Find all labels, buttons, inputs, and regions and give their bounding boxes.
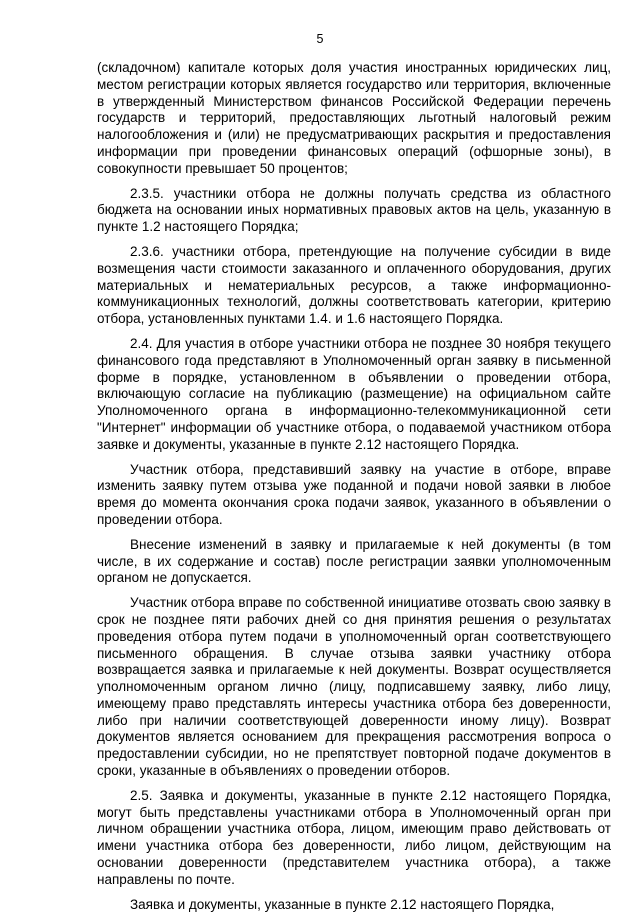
paragraph-2-3-5: 2.3.5. участники отбора не должны получать средства из областного бюджета на основании иных нормативных правовых актов на цель, указанную в пункте 1.2 настоящего Порядка; xyxy=(97,185,611,235)
paragraph-continued: Заявка и документы, указанные в пункте 2.12 настоящего Порядка, xyxy=(130,896,555,912)
paragraph-application-change: Участник отбора, представивший заявку на участие в отборе, вправе изменить заявку путем отзыва уже поданной и подачи новой заявки в любое время до момента окончания срока подачи заявок, указанного в объявлении о проведении отбора. xyxy=(97,461,611,527)
paragraph-2-5: 2.5. Заявка и документы, указанные в пункте 2.12 настоящего Порядка, могут быть представлены участниками отбора в Уполномоченный орган при личном обращении участника отбора, лицом, имеющим право действовать от имени участника отбора без доверенности, либо лицом, действующим на основании доверенности (представителем участника отбора), а также направлены по почте. xyxy=(97,787,611,887)
document-body xyxy=(97,60,611,913)
paragraph-application-withdrawal: Участник отбора вправе по собственной инициативе отозвать свою заявку в срок не позднее пяти рабочих дней со дня принятия решения о результатах проведения отбора путем подачи в уполномоченный орган соответствующего письменного обращения. В случае отзыва заявки участнику отбора возвращается заявка и прилагаемые к ней документы. Возврат осуществляется уполномоченным органом лично (лицу, подписавшему заявку, либо лицу, имеющему право представлять интересы участника отбора без доверенности, либо при наличии соответствующей доверенности иному лицу). Возврат документов является основанием для прекращения рассмотрения вопроса о предоставлении субсидии, но не препятствует повторной подаче документов в сроки, указанные в объявлениях о проведении отборов. xyxy=(97,595,611,779)
paragraph-2-3-6: 2.3.6. участники отбора, претендующие на получение субсидии в виде возмещения части стоимости заказанного и оплаченного оборудования, других материальных и нематериальных ресурсов, а также информационно-коммуникационных технологий, должны соответствовать категории, критерию отбора, установленных пунктами 1.4. и 1.6 настоящего Порядка. xyxy=(97,243,611,327)
paragraph-amendments-prohibited: Внесение изменений в заявку и прилагаемые к ней документы (в том числе, в их содержание и состав) после регистрации заявки уполномоченным органом не допускается. xyxy=(97,536,611,586)
paragraph-offshore-zones: (складочном) капитале которых доля участия иностранных юридических лиц, местом регистрации которых является государство или территория, включенные в утвержденный Министерством финансов Российской Федерации перечень государств и территорий, предоставляющих льготный налоговый режим налогообложения и (или) не предусматривающих раскрытия и предоставления информации при проведении финансовых операций (офшорные зоны), в совокупности превышает 50 процентов; xyxy=(97,60,611,176)
page-number: 5 xyxy=(316,32,324,46)
paragraph-2-4: 2.4. Для участия в отборе участники отбора не позднее 30 ноября текущего финансового года представляют в Уполномоченный орган заявку в письменной форме в порядке, установленном в объявлении о проведении отбора, включающую согласие на публикацию (размещение) на официальном сайте Уполномоченного органа в информационно-телекоммуникационной сети "Интернет" информации об участнике отбора, о подаваемой участником отбора заявке и документы, указанные в пункте 2.12 настоящего Порядка. xyxy=(97,335,611,452)
